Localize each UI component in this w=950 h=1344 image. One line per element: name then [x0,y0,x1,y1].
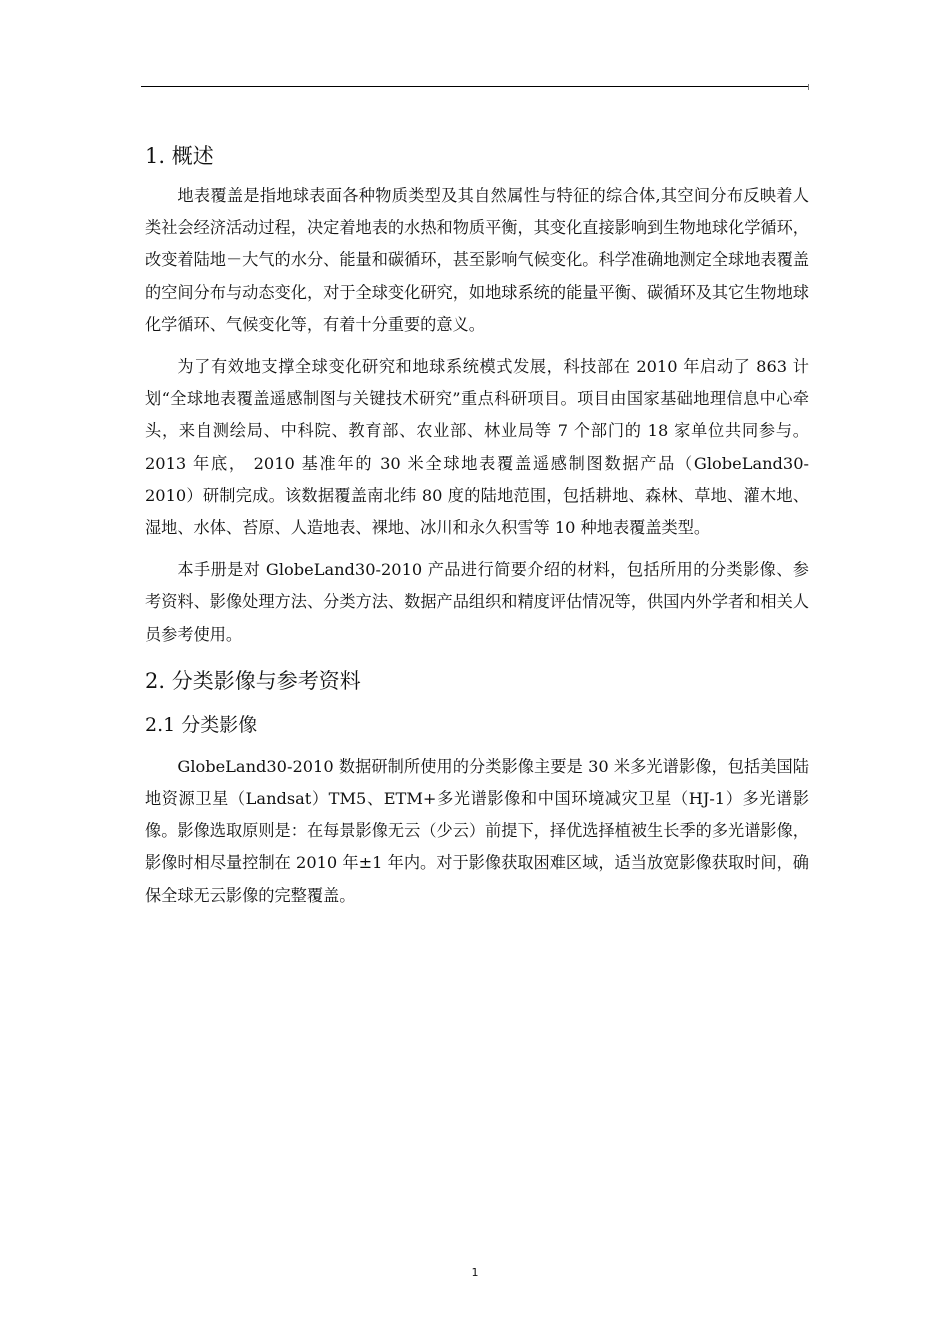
section-1-heading: 1. 概述 [145,144,214,168]
section-2-heading: 2. 分类影像与参考资料 [145,668,361,693]
section-1-paragraph-1: 地表覆盖是指地球表面各种物质类型及其自然属性与特征的综合体,其空间分布反映着人类社会经济活动过程，决定着地表的水热和物质平衡，其变化直接影响到生物地球化学循环，改变着陆地－大气的水分、能量和碳循环，甚至影响气候变化。科学准确地测定全球地表覆盖的空间分布与动态变化，对于全球变化研究，如地球系统的能量平衡、碳循环及其它生物地球化学循环、气候变化等，有着十分重要的意义。 [145,186,809,334]
section-1-paragraph-3: 本手册是对 GlobeLand30-2010 产品进行简要介绍的材料，包括所用的分类影像、参考资料、影像处理方法、分类方法、数据产品组织和精度评估情况等，供国内外学者和相关人员参考使用。 [145,560,809,644]
header-rule-end-mark [808,84,809,90]
page-number: 1 [471,1266,479,1279]
section-2-1-paragraph-1: GlobeLand30-2010 数据研制所使用的分类影像主要是 30 米多光谱影像，包括美国陆地资源卫星（Landsat）TM5、ETM+多光谱影像和中国环境减灾卫星（HJ-1）多光谱影像。影像选取原则是：在每景影像无云（少云）前提下，择优选择植被生长季的多光谱影像，影像时相尽量控制在 2010 年±1 年内。对于影像获取困难区域，适当放宽影像获取时间，确保全球无云影像的完整覆盖。 [145,756,809,905]
section-2-1-heading: 2.1 分类影像 [145,713,258,736]
page-content [145,136,809,922]
section-1-paragraph-2: 为了有效地支撑全球变化研究和地球系统模式发展，科技部在 2010 年启动了 863 计划“全球地表覆盖遥感制图与关键技术研究”重点科研项目。项目由国家基础地理信息中心牵头，来自测绘局、中科院、教育部、农业部、林业局等 7 个部门的 18 家单位共同参与。2013 年底， 2010 基准年的 30 米全球地表覆盖遥感制图数据产品（GlobeLand30-2010）研制完成。该数据覆盖南北纬 80 度的陆地范围，包括耕地、森林、草地、灌木地、湿地、水体、苔原、人造地表、裸地、冰川和永久积雪等 10 种地表覆盖类型。 [145,357,809,538]
header-rule [141,86,809,87]
